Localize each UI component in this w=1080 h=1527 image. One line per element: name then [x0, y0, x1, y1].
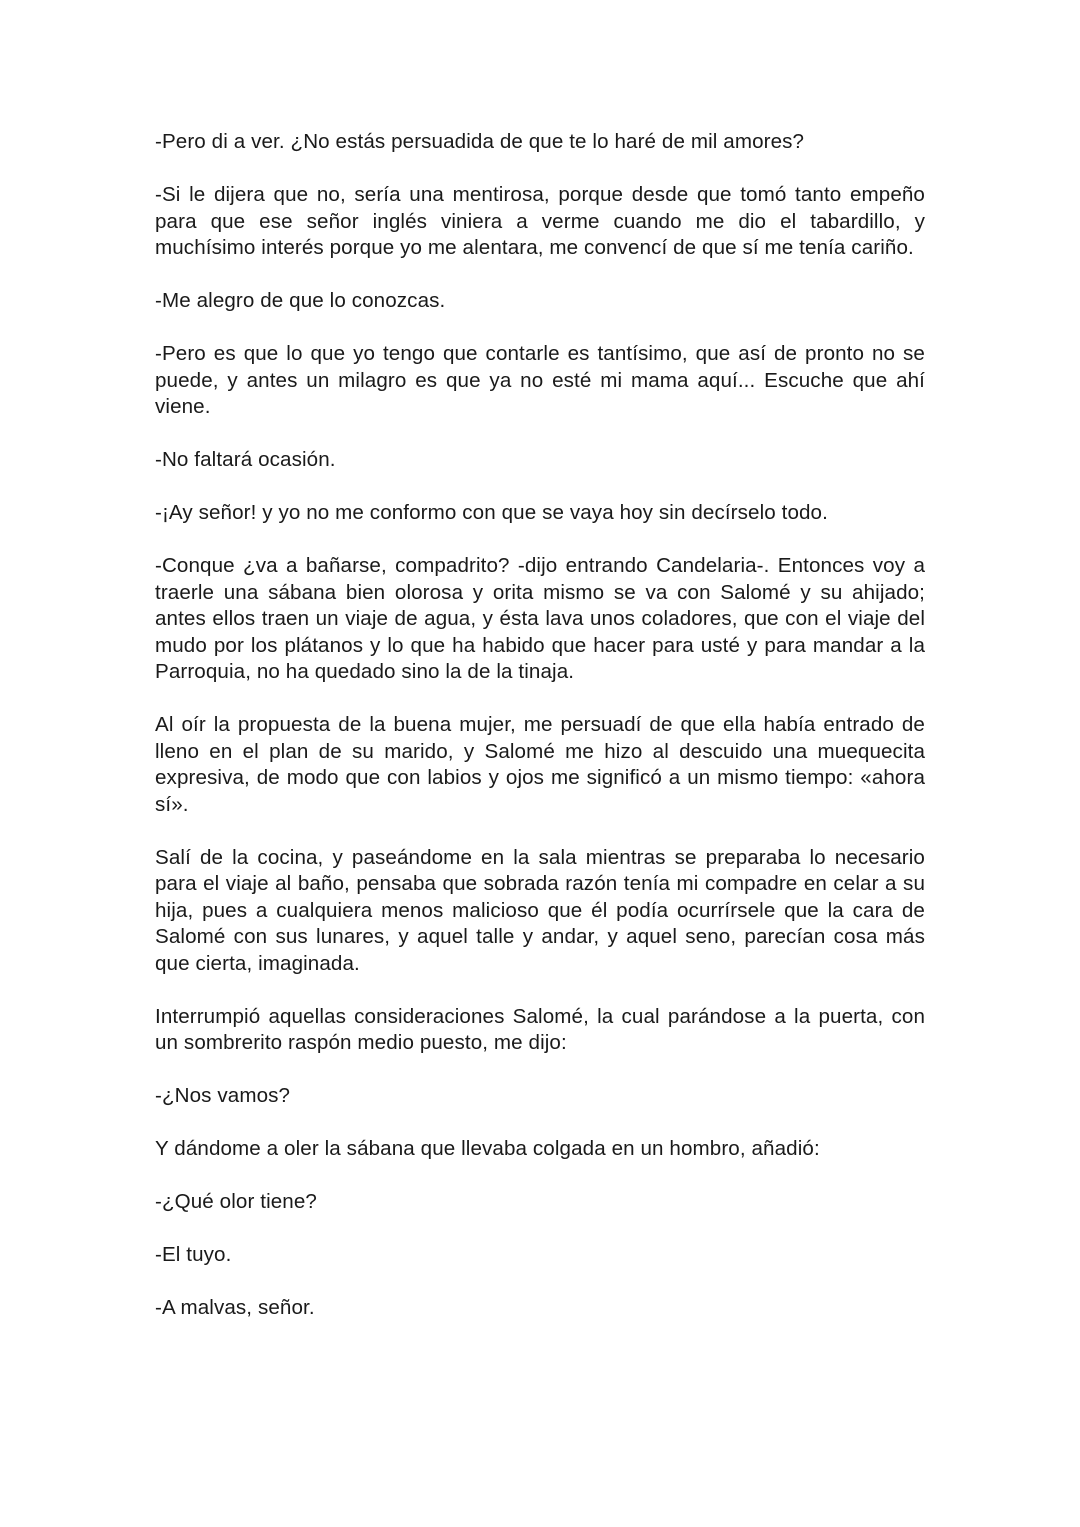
paragraph-dialogue-6: -¡Ay señor! y yo no me conformo con que se vaya hoy sin decírselo todo. [155, 501, 828, 524]
document-page [155, 129, 925, 1348]
paragraph-dialogue-7: -Conque ¿va a bañarse, compadrito? -dijo entrando Candelaria-. Entonces voy a traerle una sábana bien olorosa y orita mismo se va con Salomé y su ahijado; antes ellos traen un viaje de agua, y ésta lava unos coladores, que con el viaje del mudo por los plátanos y lo que ha habido que hacer para usté y para mandar a la Parroquia, no ha quedado sino la de la tinaja. [155, 554, 925, 683]
paragraph-dialogue-8: -¿Nos vamos? [155, 1084, 291, 1107]
paragraph-narration-3: Interrumpió aquellas consideraciones Salomé, la cual parándose a la puerta, con un sombrerito raspón medio puesto, me dijo: [155, 1004, 925, 1054]
paragraph-dialogue-10: -El tuyo. [155, 1243, 232, 1266]
paragraph-narration-1: Al oír la propuesta de la buena mujer, me persuadí de que ella había entrado de lleno en el plan de su marido, y Salomé me hizo al descuido una muequecita expresiva, de modo que con labios y ojos me significó a un mismo tiempo: «ahora sí». [155, 713, 925, 816]
paragraph-dialogue-4: -Pero es que lo que yo tengo que contarle es tantísimo, que así de pronto no se puede, y antes un milagro es que ya no esté mi mama aquí... Escuche que ahí viene. [155, 342, 925, 418]
paragraph-dialogue-5: -No faltará ocasión. [155, 448, 336, 471]
paragraph-dialogue-1: -Pero di a ver. ¿No estás persuadida de que te lo haré de mil amores? [155, 130, 805, 153]
paragraph-dialogue-11: -A malvas, señor. [155, 1296, 315, 1319]
paragraph-narration-4: Y dándome a oler la sábana que llevaba colgada en un hombro, añadió: [155, 1137, 820, 1160]
paragraph-dialogue-2: -Si le dijera que no, sería una mentirosa, porque desde que tomó tanto empeño para que ese señor inglés viniera a verme cuando me dio el tabardillo, y muchísimo interés porque yo me alentara, me convencí de que sí me tenía cariño. [155, 183, 925, 259]
paragraph-narration-2: Salí de la cocina, y paseándome en la sala mientras se preparaba lo necesario para el viaje al baño, pensaba que sobrada razón tenía mi compadre en celar a su hija, pues a cualquiera menos malicioso que él podía ocurrírsele que la cara de Salomé con sus lunares, y aquel talle y andar, y aquel seno, parecían cosa más que cierta, imaginada. [155, 845, 925, 975]
paragraph-dialogue-9: -¿Qué olor tiene? [155, 1190, 317, 1213]
paragraph-dialogue-3: -Me alegro de que lo conozcas. [155, 289, 446, 312]
